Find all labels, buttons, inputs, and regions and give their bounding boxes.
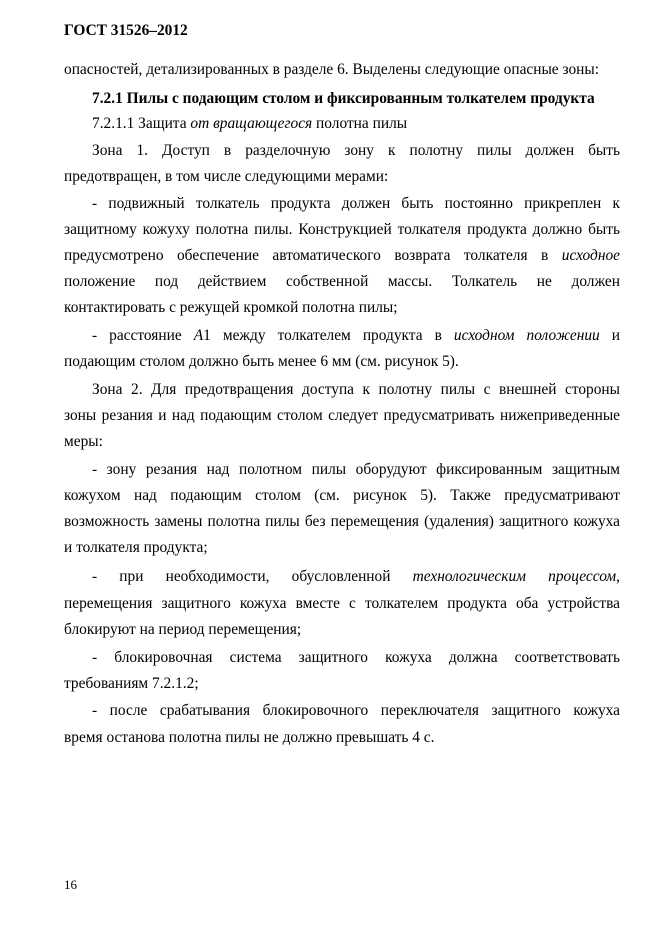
list-item-line: предусмотрено обеспечение автоматического возврата толкателя в исходное [64,247,620,264]
list-item-line: - при необходимости, обусловленной технологическим процессом, [92,568,620,585]
paragraph-line: предотвращен, в том числе следующими мерами: [64,168,389,185]
list-item-line: кожухом над подающим столом (см. рисунок 5). Также предусматривают [64,487,620,504]
list-item-line: блокируют на период перемещения; [64,621,302,638]
page-header-title: ГОСТ 31526–2012 [64,22,188,39]
list-item-line: защитному кожуху полотна пилы. Конструкцией толкателя продукта должно быть [64,221,620,238]
subsection-title: 7.2.1.1 Защита от вращающегося полотна пилы [92,115,408,132]
list-item-line: - расстояние A1 между толкателем продукта в исходном положении и [92,327,621,344]
list-item-line: - после срабатывания блокировочного переключателя защитного кожуха [92,702,620,719]
section-heading: 7.2.1 Пилы с подающим столом и фиксированным толкателем продукта [92,90,595,107]
paragraph-line: Зона 2. Для предотвращения доступа к полотну пилы с внешней стороны [92,381,620,398]
paragraph-line: Зона 1. Доступ в разделочную зону к полотну пилы должен быть [92,142,620,159]
paragraph-line: меры: [64,433,103,450]
list-item-line: возможность замены полотна пилы без перемещения (удаления) защитного кожуха [64,513,620,530]
list-item-line: контактировать с режущей кромкой полотна пилы; [64,299,398,316]
list-item-line: - подвижный толкатель продукта должен быть постоянно прикреплен к [92,195,620,212]
paragraph-line: зоны резания и над подающим столом следует предусматривать нижеприведенные [64,407,620,424]
list-item-line: положение под действием собственной массы. Толкатель не должен [64,273,620,290]
page-number: 16 [64,877,77,892]
list-item-line: и толкателя продукта; [64,539,208,556]
list-item-line: подающим столом должно быть менее 6 мм (см. рисунок 5). [64,353,459,370]
list-item-line: время останова полотна пилы не должно превышать 4 с. [64,729,435,746]
list-item-line: - блокировочная система защитного кожуха должна соответствовать [92,649,620,666]
paragraph-line: опасностей, детализированных в разделе 6. Выделены следующие опасные зоны: [64,61,600,78]
list-item-line: требованиям 7.2.1.2; [64,675,199,692]
list-item-line: перемещения защитного кожуха вместе с толкателем продукта оба устройства [64,595,620,612]
list-item-line: - зону резания над полотном пилы оборудуют фиксированным защитным [92,461,620,478]
